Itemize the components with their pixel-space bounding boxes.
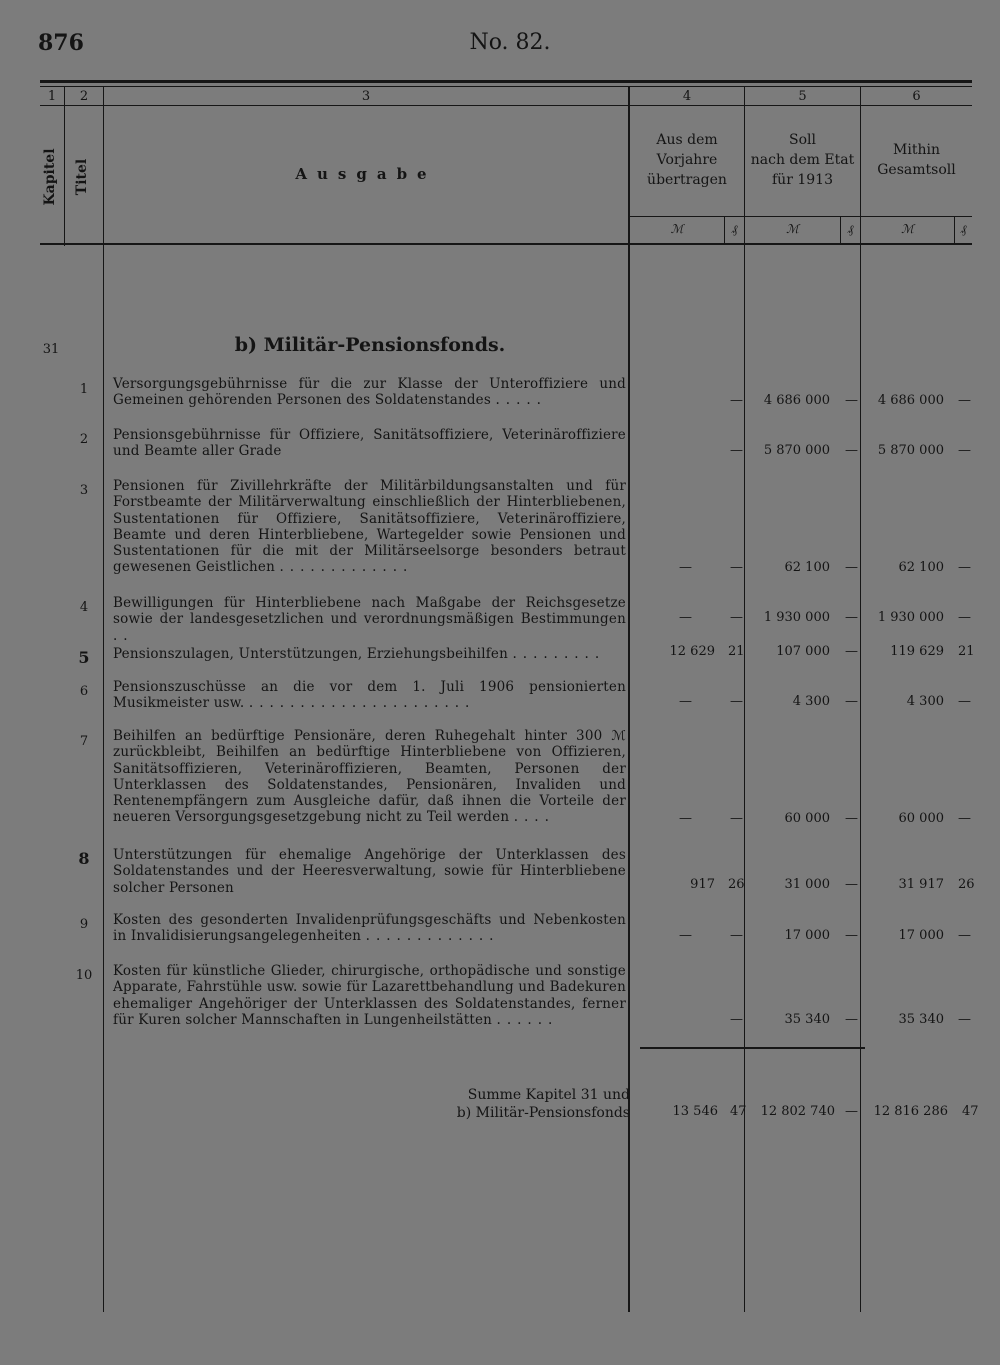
row-4-text-content: Bewilligungen für Hinterbliebene nach Maßgabe der Reichsgesetze sowie der landesgesetzlichen und verordnungsmäßigen Bestimmungen	[113, 595, 626, 628]
col4-mark-unit: ℳ	[670, 222, 684, 236]
header-kapitel: Kapitel	[42, 148, 58, 206]
colnum-2: 2	[79, 89, 89, 104]
header-col6-line2: Gesamtsoll	[877, 162, 956, 178]
header-col4-line2: Vorjahre	[656, 152, 718, 168]
header-col6	[861, 140, 972, 180]
col6-pf-unit: ₰	[960, 222, 967, 236]
sum-c5-pf: —	[845, 1104, 858, 1119]
col6-mark-unit: ℳ	[901, 222, 914, 236]
leader-dots: .....	[495, 392, 547, 409]
row-7-c5-mark: 60 000	[784, 811, 830, 826]
row-5-c6-pf: 21	[958, 644, 975, 659]
row-8-c4-pf: 26	[728, 877, 745, 892]
row-5-titel: 5	[78, 648, 90, 667]
row-1-titel: 1	[79, 382, 89, 397]
row-10-c5-mark: 35 340	[784, 1012, 830, 1027]
leader-dots: .............	[279, 559, 414, 576]
row-3-c6-pf: —	[958, 560, 971, 575]
row-2-c6-mark: 5 870 000	[877, 443, 944, 458]
row-6-text-content: Pensionszuschüsse an die vor dem 1. Juli 1906 pensionierten Musikmeister usw.	[113, 679, 626, 712]
row-4-text	[113, 595, 626, 644]
row-7-text-content: Beihilfen an bedürftige Pensionäre, deren Ruhegehalt hinter 300 ℳ zurückbleibt, Beihilfen an bedürftige Hinterbliebene von Offizieren, Sanitätsoffizieren, Veterinäroffizieren, Beamten, Personen der Unterklassen des Soldatenstandes, Pensionären, Invaliden und Rentenempfängern zum Ausgleiche dafür, daß ihnen die Vorteile der neueren Versorgungsgesetzgebung nicht zu Teil werden	[113, 728, 626, 826]
row-6-c4-pf: —	[730, 694, 743, 709]
row-10-c4-pf: —	[730, 1012, 743, 1027]
row-4-c6-mark: 1 930 000	[877, 610, 944, 625]
row-2-c5-mark: 5 870 000	[763, 443, 830, 458]
row-7-titel: 7	[79, 734, 89, 749]
col4-pf-unit: ₰	[731, 222, 738, 236]
row-8-c5-mark: 31 000	[784, 877, 830, 892]
header-ausgabe: Ausgabe	[295, 165, 437, 183]
header-col6-line1: Mithin	[893, 142, 940, 158]
row-9-c4-mark: —	[679, 928, 692, 943]
col-divider-3-4	[628, 86, 630, 1312]
row-1-c6-pf: —	[958, 393, 971, 408]
row-8-text-content: Unterstützungen für ehemalige Angehörige der Unterklassen des Soldatenstandes und der Heeresverwaltung, sowie für Hinterbliebene solcher Personen	[113, 847, 626, 896]
col-divider-5-6	[860, 86, 861, 1312]
row-7-c6-pf: —	[958, 811, 971, 826]
row-4-c4-mark: —	[679, 610, 692, 625]
row-8-text	[113, 847, 626, 896]
row-2-titel: 2	[79, 432, 89, 447]
row-9-c6-mark: 17 000	[898, 928, 944, 943]
row-9-c4-pf: —	[730, 928, 743, 943]
leader-dots: .........	[512, 646, 606, 662]
row-4-c6-pf: —	[958, 610, 971, 625]
row-3-c4-pf: —	[730, 560, 743, 575]
row-6-c5-pf: —	[845, 694, 858, 709]
row-3-text	[113, 478, 626, 576]
row-3-titel: 3	[79, 483, 89, 498]
row-2-c6-pf: —	[958, 443, 971, 458]
sum-c4-pf: 47	[730, 1104, 747, 1119]
row-8-c5-pf: —	[845, 877, 858, 892]
row-1-c5-mark: 4 686 000	[763, 393, 830, 408]
header-col5-line3: für 1913	[772, 172, 833, 188]
header-col4	[630, 130, 744, 190]
sum-label-line1: Summe Kapitel 31 und	[467, 1087, 630, 1103]
row-1-c5-pf: —	[845, 393, 858, 408]
leader-dots: ......	[496, 1011, 559, 1028]
row-5-c5-pf: —	[845, 644, 858, 659]
row-5-c5-mark: 107 000	[776, 644, 830, 659]
row-7-c5-pf: —	[845, 811, 858, 826]
row-7-text	[113, 728, 626, 826]
row-10-text	[113, 963, 626, 1028]
colnum-4: 4	[682, 89, 692, 104]
header-col4-line3: übertragen	[647, 172, 727, 188]
sum-c6-pf: 47	[962, 1104, 979, 1119]
colnum-1: 1	[47, 89, 57, 104]
header-col5-line1: Soll	[789, 132, 816, 148]
sum-c4-mark: 13 546	[672, 1104, 718, 1119]
header-titel: Titel	[74, 158, 90, 196]
header-col4-line1: Aus dem	[656, 132, 718, 148]
col-divider-4-5	[744, 86, 745, 1312]
row-1-text-content: Versorgungsgebührnisse für die zur Klasse der Unteroffiziere und Gemeinen gehörenden Personen des Soldatenstandes	[113, 376, 626, 409]
row-9-text-content: Kosten des gesonderten Invalidenprüfungsgeschäfts und Nebenkosten in Invalidisierungsangelegenheiten	[113, 912, 626, 945]
row-8-titel: 8	[78, 849, 90, 868]
leader-dots: .............	[365, 928, 500, 945]
header-bottom-rule	[40, 243, 972, 245]
row-2-c5-pf: —	[845, 443, 858, 458]
row-8-c6-pf: 26	[958, 877, 975, 892]
page-number: 876	[38, 30, 84, 56]
row-7-c4-mark: —	[679, 811, 692, 826]
col5-mark-unit: ℳ	[786, 222, 799, 236]
row-5-c6-mark: 119 629	[890, 644, 944, 659]
sum-rule	[640, 1047, 865, 1049]
row-6-c4-mark: —	[679, 694, 692, 709]
row-10-titel: 10	[75, 968, 93, 983]
row-6-text	[113, 679, 626, 712]
col-divider-2-3	[103, 86, 104, 1312]
row-10-c6-pf: —	[958, 1012, 971, 1027]
row-9-titel: 9	[79, 917, 89, 932]
row-5-c4-pf: 21	[728, 644, 745, 659]
row-6-c6-mark: 4 300	[906, 694, 944, 709]
sum-c5-mark: 12 802 740	[760, 1104, 835, 1119]
sum-label	[400, 1086, 630, 1122]
top-rule-thick	[40, 80, 972, 83]
row-1-c4-pf: —	[730, 393, 743, 408]
row-3-c6-mark: 62 100	[898, 560, 944, 575]
header-col5	[745, 130, 860, 190]
row-8-c4-mark: 917	[690, 877, 715, 892]
row-3-c5-mark: 62 100	[784, 560, 830, 575]
row-10-c6-mark: 35 340	[898, 1012, 944, 1027]
row-7-c4-pf: —	[730, 811, 743, 826]
row-9-c5-pf: —	[845, 928, 858, 943]
row-7-c6-mark: 60 000	[898, 811, 944, 826]
colnum-6: 6	[912, 89, 921, 104]
row-6-c6-pf: —	[958, 694, 971, 709]
top-rule-thin	[40, 86, 972, 87]
leader-dots: ....	[513, 809, 555, 826]
row-3-c4-mark: —	[679, 560, 692, 575]
row-1-text	[113, 376, 626, 409]
row-10-text-content: Kosten für künstliche Glieder, chirurgische, orthopädische und sonstige Apparate, Fahrstühle usw. sowie für Lazarettbehandlung und Badekuren ehemaliger Angehöriger der Unterklassen des Soldatenstandes, ferner für Kuren solcher Mannschaften in Lungenheilstätten	[113, 963, 626, 1028]
currency-rule	[630, 216, 972, 217]
row-4-c5-mark: 1 930 000	[763, 610, 830, 625]
kapitel-number: 31	[42, 342, 60, 357]
row-4-c4-pf: —	[730, 610, 743, 625]
row-5-text	[113, 646, 626, 662]
leader-dots: ..	[113, 627, 134, 644]
row-2-text	[113, 427, 626, 460]
sum-label-line2: b) Militär-Pensionsfonds	[456, 1105, 630, 1121]
document-number-title: No. 82.	[469, 30, 551, 55]
leader-dots: ......................	[248, 695, 476, 712]
col-divider-1-2	[64, 86, 65, 246]
row-3-c5-pf: —	[845, 560, 858, 575]
row-8-c6-mark: 31 917	[898, 877, 944, 892]
colnum-rule	[40, 105, 972, 106]
row-2-text-content: Pensionsgebührnisse für Offiziere, Sanitätsoffiziere, Veterinäroffiziere und Beamte aller Grade	[113, 427, 626, 460]
row-6-c5-mark: 4 300	[792, 694, 830, 709]
sum-c6-mark: 12 816 286	[873, 1104, 948, 1119]
colnum-3: 3	[361, 89, 371, 104]
colnum-5: 5	[798, 89, 807, 104]
row-5-c4-mark: 12 629	[669, 644, 715, 659]
row-4-c5-pf: —	[845, 610, 858, 625]
row-3-text-content: Pensionen für Zivillehrkräfte der Militärbildungsanstalten und für Forstbeamte der Militärverwaltung einschließlich der Hinterbliebenen, Sustentationen für Offiziere, Sanitätsoffiziere, Veterinäroffiziere, Beamte und deren Hinterbliebene, Wartegelder sowie Pensionen und Sustentationen für die mit der Militärseelsorge besonders betraut gewesenen Geistlichen	[113, 478, 626, 576]
row-5-text-content: Pensionszulagen, Unterstützungen, Erziehungsbeihilfen	[113, 646, 509, 662]
row-1-c6-mark: 4 686 000	[877, 393, 944, 408]
row-2-c4-pf: —	[730, 443, 743, 458]
col5-pf-unit: ₰	[847, 222, 854, 236]
row-10-c5-pf: —	[845, 1012, 858, 1027]
row-4-titel: 4	[79, 600, 89, 615]
row-9-text	[113, 912, 626, 945]
row-6-titel: 6	[79, 684, 89, 699]
section-title: b) Militär-Pensionsfonds.	[234, 334, 506, 356]
row-9-c6-pf: —	[958, 928, 971, 943]
row-9-c5-mark: 17 000	[784, 928, 830, 943]
header-col5-line2: nach dem Etat	[750, 152, 855, 168]
